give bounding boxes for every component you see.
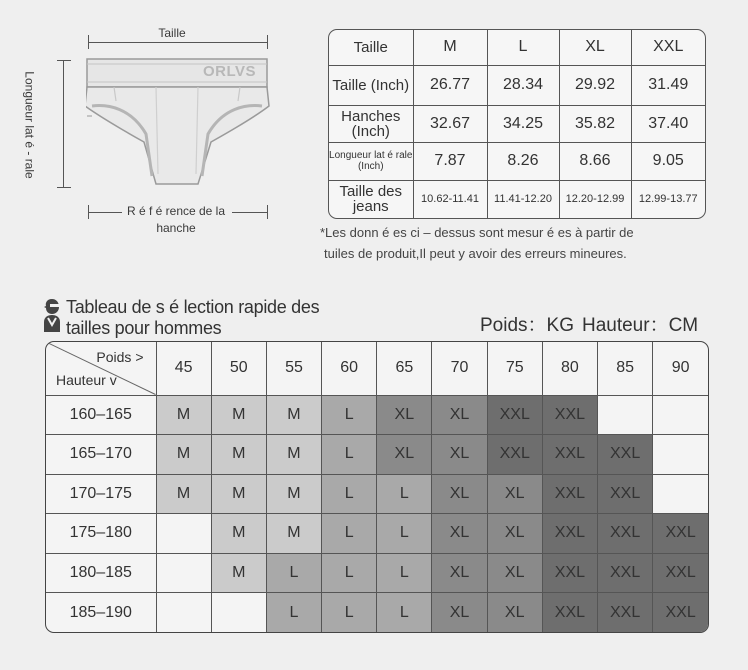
size-cell-l: L [377, 474, 432, 514]
size-table-cell: 28.34 [487, 65, 559, 105]
size-cell-xxl: XXL [598, 435, 653, 475]
measurement-note-line: *Les donn é es ci – dessus sont mesur é es à partir de [320, 225, 634, 240]
size-cell-xl: XL [377, 395, 432, 435]
weight-header-cell: 85 [598, 342, 653, 395]
size-cell-xl: XL [432, 435, 487, 475]
size-cell-l: L [322, 514, 377, 554]
size-cell-xl: XL [432, 514, 487, 554]
length-label [0, 60, 60, 190]
size-cell-empty [211, 593, 266, 633]
quick-select-row [46, 474, 708, 514]
size-cell-m: M [211, 553, 266, 593]
reference-dimension-tick-left [88, 205, 89, 219]
size-table-cell: 12.20-12.99 [559, 180, 631, 218]
size-table-cell: 7.87 [413, 142, 487, 180]
size-cell-l: L [266, 553, 321, 593]
size-cell-m: M [266, 395, 321, 435]
quick-select-table [45, 341, 709, 633]
quick-select-header-row [46, 342, 708, 395]
size-table-cell: 26.77 [413, 65, 487, 105]
weight-header-cell: 60 [322, 342, 377, 395]
size-cell-xl: XL [432, 474, 487, 514]
size-table-cell: 8.26 [487, 142, 559, 180]
size-table-cell: 34.25 [487, 105, 559, 142]
size-cell-empty [598, 395, 653, 435]
weight-unit-label: Poids：KG [480, 315, 574, 336]
height-range-cell: 185–190 [46, 593, 156, 633]
size-table-header-cell: Taille [329, 30, 413, 65]
size-cell-l: L [377, 514, 432, 554]
length-dimension-line [63, 60, 65, 188]
size-table-row-label: Taille (Inch) [329, 65, 413, 105]
height-range-cell: 165–170 [46, 435, 156, 475]
reference-label: R é f é rence de la hanche [126, 204, 226, 235]
size-table-row-label: Taille des jeans [329, 180, 413, 218]
size-cell-m: M [156, 395, 211, 435]
size-cell-empty [653, 474, 708, 514]
size-cell-empty [156, 553, 211, 593]
size-cell-xl: XL [377, 435, 432, 475]
size-table-cell: 9.05 [631, 142, 705, 180]
size-cell-xxl: XXL [542, 435, 597, 475]
height-range-cell: 170–175 [46, 474, 156, 514]
size-cell-xxl: XXL [487, 395, 542, 435]
size-cell-l: L [322, 593, 377, 633]
size-cell-xl: XL [432, 553, 487, 593]
size-cell-xxl: XXL [487, 435, 542, 475]
corner-weight-label: Poids > [96, 349, 144, 365]
weight-header-cell: 65 [377, 342, 432, 395]
quick-select-row [46, 514, 708, 554]
quick-select-row [46, 553, 708, 593]
width-dimension-tick-left [88, 35, 89, 49]
height-range-cell: 175–180 [46, 514, 156, 554]
size-table-cell: 11.41-12.20 [487, 180, 559, 218]
quick-select-row [46, 395, 708, 435]
size-cell-xl: XL [432, 593, 487, 633]
brand-logo: ORLVS [203, 63, 257, 80]
size-cell-xxl: XXL [542, 395, 597, 435]
size-cell-m: M [266, 474, 321, 514]
size-cell-empty [156, 514, 211, 554]
reference-dimension-tick-right [267, 205, 268, 219]
size-cell-m: M [211, 395, 266, 435]
quick-select-row [46, 435, 708, 475]
size-cell-m: M [266, 435, 321, 475]
weight-header-cell: 50 [211, 342, 266, 395]
weight-header-cell: 90 [653, 342, 708, 395]
size-table-row [329, 65, 705, 105]
size-cell-l: L [377, 553, 432, 593]
size-table-row-label: Longueur lat é rale (Inch) [329, 142, 413, 180]
size-cell-m: M [211, 514, 266, 554]
weight-header-cell: 55 [266, 342, 321, 395]
size-cell-xl: XL [487, 514, 542, 554]
size-cell-l: L [266, 593, 321, 633]
size-table-row-label: Hanches (Inch) [329, 105, 413, 142]
weight-header-cell: 75 [487, 342, 542, 395]
size-cell-m: M [156, 435, 211, 475]
size-table-row [329, 105, 705, 142]
size-table-cell: 29.92 [559, 65, 631, 105]
size-table-cell: 32.67 [413, 105, 487, 142]
size-cell-xl: XL [487, 474, 542, 514]
quick-select-title-line: tailles pour hommes [66, 318, 222, 338]
size-cell-m: M [211, 435, 266, 475]
height-range-cell: 160–165 [46, 395, 156, 435]
size-cell-empty [156, 593, 211, 633]
weight-header-cell: 45 [156, 342, 211, 395]
measurement-note-line: tuiles de produit,Il peut y avoir des erreurs mineures. [324, 246, 627, 261]
size-cell-empty [653, 435, 708, 475]
size-table-cell: 10.62-11.41 [413, 180, 487, 218]
size-cell-m: M [211, 474, 266, 514]
size-cell-xxl: XXL [542, 514, 597, 554]
quick-select-row [46, 593, 708, 633]
size-table-cell: 31.49 [631, 65, 705, 105]
size-cell-empty [653, 395, 708, 435]
size-cell-m: M [266, 514, 321, 554]
size-cell-l: L [322, 435, 377, 475]
size-cell-l: L [322, 553, 377, 593]
size-table-cell: 12.99-13.77 [631, 180, 705, 218]
size-cell-xxl: XXL [598, 474, 653, 514]
reference-dimension-line-right [232, 212, 268, 213]
units-legend [480, 310, 698, 337]
size-cell-xxl: XXL [653, 553, 708, 593]
size-table-row [329, 180, 705, 218]
corner-height-label: Hauteur v [56, 371, 117, 388]
size-cell-xl: XL [487, 553, 542, 593]
width-dimension-line [88, 42, 268, 43]
size-cell-xxl: XXL [598, 593, 653, 633]
quick-select-title-line: Tableau de s é lection rapide des [66, 297, 320, 317]
corner-header-cell [46, 342, 156, 395]
person-icon [41, 298, 63, 332]
size-table-row [329, 142, 705, 180]
size-cell-xxl: XXL [542, 474, 597, 514]
size-cell-xxl: XXL [653, 593, 708, 633]
size-cell-xl: XL [432, 395, 487, 435]
weight-header-cell: 70 [432, 342, 487, 395]
size-table-header-row [329, 30, 705, 65]
size-cell-xxl: XXL [598, 514, 653, 554]
size-table-header-cell: XXL [631, 30, 705, 65]
weight-header-cell: 80 [542, 342, 597, 395]
size-table-cell: 37.40 [631, 105, 705, 142]
height-unit-label: Hauteur：CM [581, 315, 699, 336]
size-table-cell: 8.66 [559, 142, 631, 180]
size-cell-xxl: XXL [542, 553, 597, 593]
width-label: Taille [148, 26, 196, 40]
size-cell-xxl: XXL [598, 553, 653, 593]
size-cell-l: L [377, 593, 432, 633]
size-measurement-table [328, 29, 706, 219]
size-cell-m: M [156, 474, 211, 514]
size-table-header-cell: L [487, 30, 559, 65]
size-cell-xxl: XXL [653, 514, 708, 554]
size-table-header-cell: XL [559, 30, 631, 65]
size-cell-l: L [322, 395, 377, 435]
measurement-note [320, 222, 730, 264]
length-label-text: Longueur lat é - rale [23, 71, 37, 179]
size-cell-xxl: XXL [542, 593, 597, 633]
size-table-header-cell: M [413, 30, 487, 65]
quick-select-title [66, 297, 319, 339]
size-cell-l: L [322, 474, 377, 514]
width-dimension-tick-right [267, 35, 268, 49]
size-table-cell: 35.82 [559, 105, 631, 142]
height-range-cell: 180–185 [46, 553, 156, 593]
size-cell-xl: XL [487, 593, 542, 633]
reference-dimension-line-left [88, 212, 122, 213]
